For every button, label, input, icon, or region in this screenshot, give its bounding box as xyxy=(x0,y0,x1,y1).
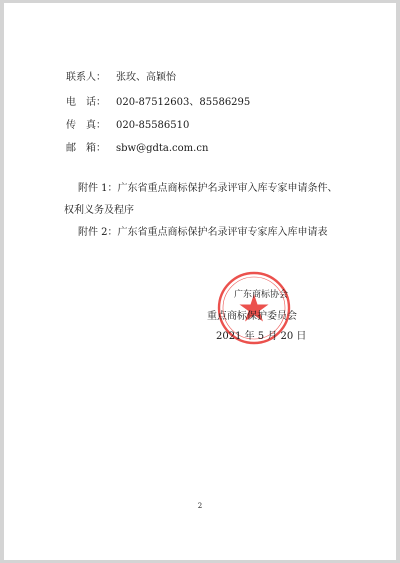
signature-date: 2021 年 5 月 20 日 xyxy=(216,331,307,342)
email-label: 邮 箱： xyxy=(66,143,106,154)
contact-person-label: 联系人： xyxy=(66,72,106,83)
signature-org-line-1: 广东商标协会 xyxy=(234,290,289,300)
signature-org-line-2: 重点商标保护委员会 xyxy=(207,311,297,322)
fax-value: 020-85586510 xyxy=(116,120,190,131)
phone-value: 020-87512603、85586295 xyxy=(116,97,251,108)
fax-label: 传 真： xyxy=(66,120,106,131)
email-value: sbw@gdta.com.cn xyxy=(116,143,209,154)
attachment-1-line-1: 附件 1：广东省重点商标保护名录评审入库专家申请条件、 xyxy=(78,183,338,194)
contact-person-value: 张玫、高颖怡 xyxy=(116,72,176,83)
attachment-2: 附件 2：广东省重点商标保护名录评审专家库入库申请表 xyxy=(78,227,328,238)
phone-label: 电 话： xyxy=(66,97,106,108)
document-page xyxy=(4,3,396,560)
page-number: 2 xyxy=(197,502,203,510)
attachment-1-line-2: 权利义务及程序 xyxy=(64,205,134,216)
